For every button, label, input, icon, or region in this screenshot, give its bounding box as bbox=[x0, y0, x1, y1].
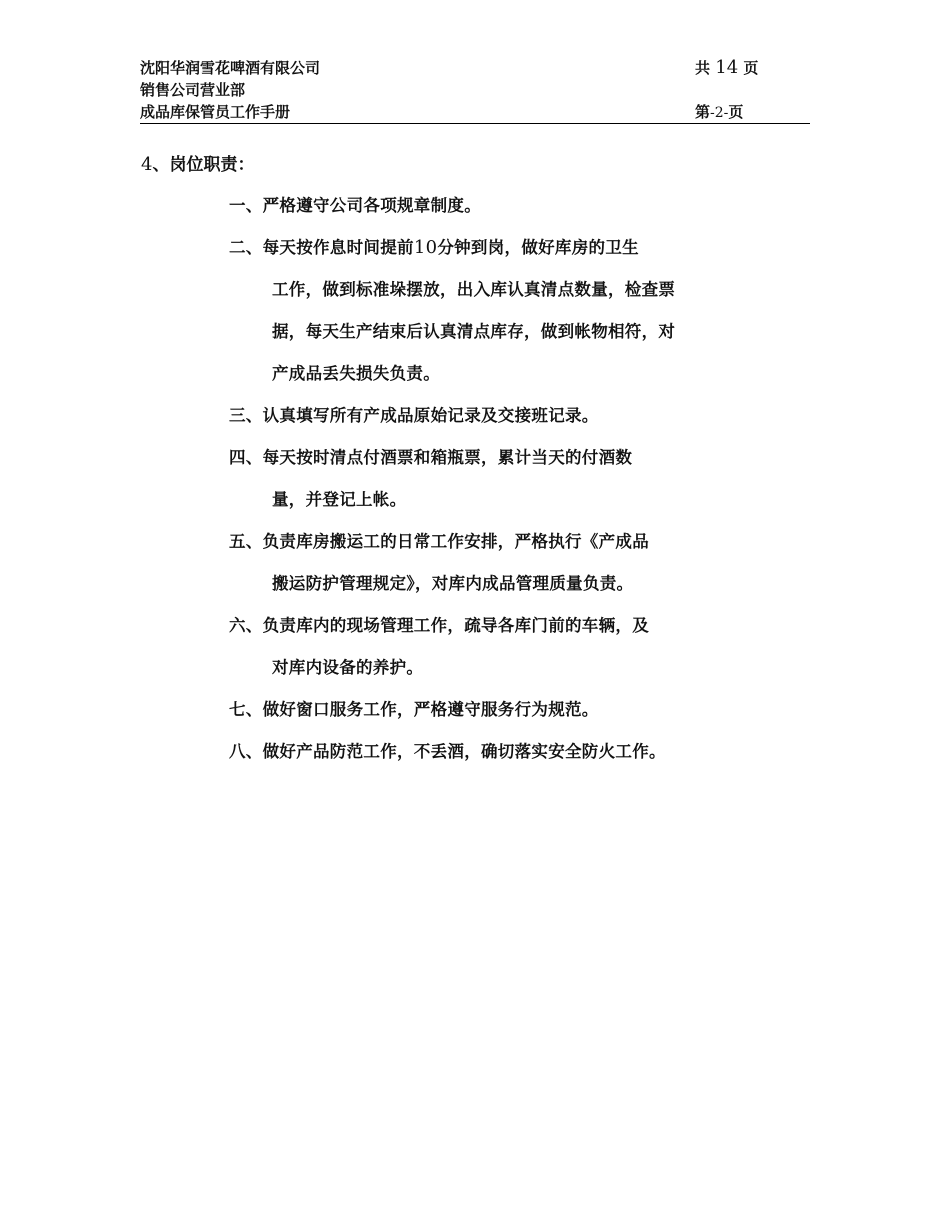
total-pages-count: 14 bbox=[715, 57, 739, 78]
section-number: 4 bbox=[141, 154, 153, 175]
current-page-number: -2- bbox=[710, 105, 729, 121]
duty-line: 据，每天生产结束后认真清点库存，做到帐物相符，对 bbox=[272, 322, 676, 341]
duty-line: 搬运防护管理规定》，对库内成品管理质量负责。 bbox=[272, 574, 634, 593]
duty-line: 七、做好窗口服务工作，严格遵守服务行为规范。 bbox=[229, 700, 599, 719]
department-name: 销售公司营业部 bbox=[140, 81, 246, 99]
current-page bbox=[695, 101, 743, 124]
duty-line: 产成品丢失损失负责。 bbox=[272, 364, 440, 383]
duty-line: 对库内设备的养护。 bbox=[272, 658, 424, 677]
total-pages-prefix: 共 bbox=[695, 59, 711, 77]
duty-line-number: 10 bbox=[413, 237, 438, 258]
duty-line: 三、认真填写所有产成品原始记录及交接班记录。 bbox=[229, 406, 599, 425]
duty-line-part: 分钟到岗，做好库房的卫生 bbox=[437, 238, 639, 257]
company-name: 沈阳华润雪花啤酒有限公司 bbox=[140, 59, 321, 77]
duty-line: 工作，做到标准垛摆放，出入库认真清点数量，检查票 bbox=[272, 280, 676, 299]
current-page-suffix: 页 bbox=[728, 103, 744, 121]
duty-line: 四、每天按时清点付酒票和箱瓶票，累计当天的付酒数 bbox=[229, 448, 633, 467]
duty-line: 五、负责库房搬运工的日常工作安排，严格执行《产成品 bbox=[229, 532, 649, 551]
duty-line-part: 二、每天按作息时间提前 bbox=[229, 238, 414, 257]
section-heading bbox=[141, 150, 254, 175]
duty-line bbox=[229, 234, 639, 258]
duty-line: 一、严格遵守公司各项规章制度。 bbox=[229, 196, 481, 215]
duty-line: 八、做好产品防范工作，不丢酒，确切落实安全防火工作。 bbox=[229, 742, 666, 761]
current-page-prefix: 第 bbox=[695, 103, 711, 121]
section-title-text: 、岗位职责： bbox=[152, 155, 255, 175]
header-rule bbox=[140, 123, 810, 124]
total-pages-suffix: 页 bbox=[743, 59, 759, 77]
duty-line: 量，并登记上帐。 bbox=[272, 490, 407, 509]
total-pages bbox=[695, 57, 758, 79]
manual-title: 成品库保管员工作手册 bbox=[140, 103, 291, 121]
duty-line: 六、负责库内的现场管理工作，疏导各库门前的车辆，及 bbox=[229, 616, 649, 635]
